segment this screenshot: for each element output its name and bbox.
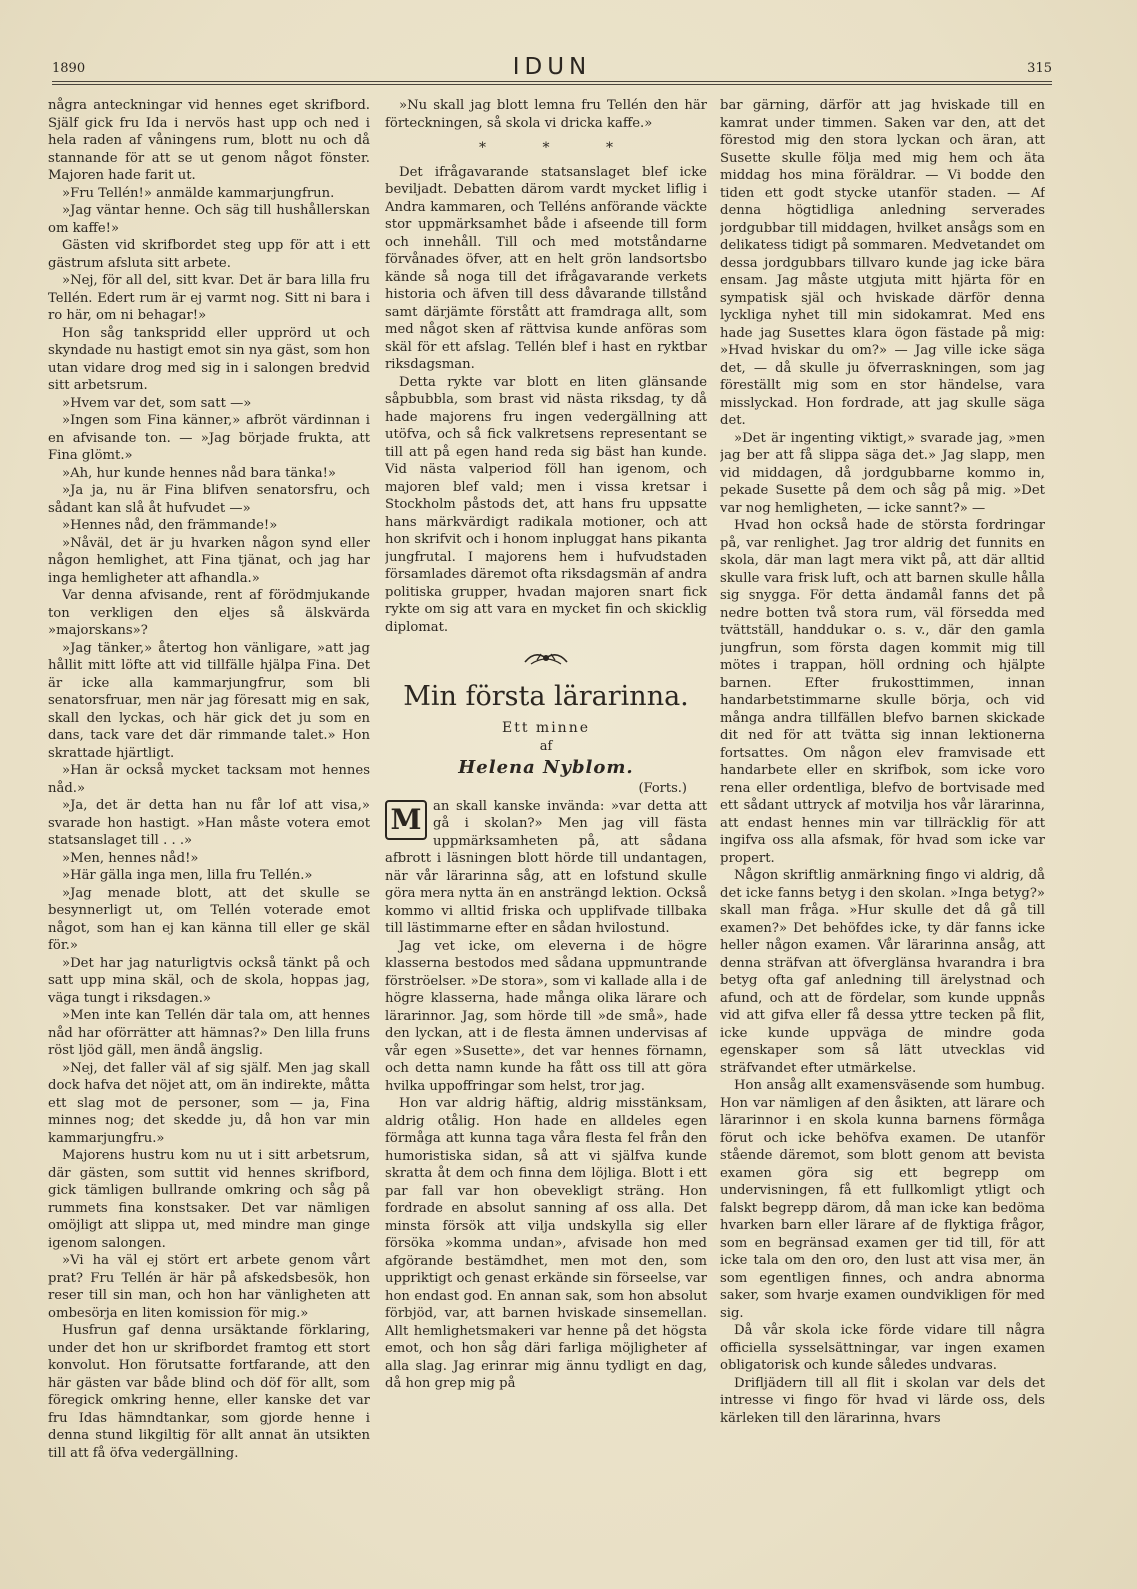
paragraph: Hvad hon också hade de största fordringar på, var renlighet. Jag tror aldrig det funnits en skola, där man lagt mera vikt på, att där alltid skulle vara frisk luft, och att barnen skulle hålla sig snygga. För detta ändamål fanns det på nedre botten två stora rum, väl försedda med tvättställ, handdukar o. s. v., där den gamla jungfrun, som första dagen kommit mig till mötes i trappan, höll ordning och hjälpte barnen. Efter frukosttimmen, innan handarbetstimmarne skulle börja, och vid många andra tillfällen blefvo barnen skickade dit ned för att tvätta sig innan lektionerna fortsattes. Om någon elev framvisade ett handarbete eller en skrifbok, som icke voro rena eller ordentliga, blefvo de bortvisade med ett sådant uttryck af motvilja hos vår lärarinna, att endast hennes min var tillräcklig för att ingifva oss alla afsmak, för hvad som icke var propert. xyxy=(720,518,1045,866)
column-1 xyxy=(48,97,370,1517)
drop-cap: M xyxy=(385,800,427,840)
ornament-icon xyxy=(385,648,707,674)
section-break-stars: * * * xyxy=(479,140,639,156)
paragraph: »Nej, för all del, sitt kvar. Det är bara lilla fru Tellén. Edert rum är ej varmt nog. Sitt ni bara i ro här, om ni behagar!» xyxy=(48,273,370,323)
article-author: Helena Nyblom. xyxy=(458,756,634,778)
paragraph: »Men, hennes nåd!» xyxy=(62,850,199,866)
paragraph: »Ja ja, nu är Fina blifven senatorsfru, och sådant kan slå åt hufvudet —» xyxy=(48,483,370,516)
paragraph: »Nu skall jag blott lemna fru Tellén den här förteckningen, så skola vi dricka kaffe.» xyxy=(385,98,707,131)
paragraph: Var denna afvisande, rent af förödmjukande ton verkligen den eljes så älskvärda »majorskans»? xyxy=(48,588,370,638)
paragraph: »Det har jag naturligtvis också tänkt på och satt upp mina skäl, och de skola, hoppas jag, väga tungt i riksdagen.» xyxy=(48,955,370,1006)
paragraph: bar gärning, därför att jag hviskade till en kamrat under timmen. Saken var den, att det förestod mig den stora lyckan och äran, att Susette skulle följa med mig hem och äta middag hos mina föräldrar. — Vi bodde den tiden ett godt stycke utanför staden. — Af denna högtidliga anledning serverades jordgubbar till middagen, hvilket ansågs som en delikatess tidigt på sommaren. Medvetandet om dessa jordgubbars tillvaro kunde jag icke bära ensam. Jag måste utgjuta mitt hjärta för en sympatisk själ och hviskade därför denna lyckliga nyhet till min sidokamrat. Med ens hade jag Susettes klara ögon fästade på mig: »Hvad hviskar du om?» — Jag ville icke säga det, — då skulle ju öfverraskningen, som jag föreställt mig som en stor händelse, vara misslyckad. Hon fordrade, att jag skulle säga det. xyxy=(720,98,1045,428)
paragraph: »Fru Tellén!» anmälde kammarjungfrun. xyxy=(62,185,335,201)
article-subtitle: Ett minne xyxy=(502,719,590,736)
paragraph: Då vår skola icke förde vidare till några officiella sysselsättningar, var ingen examen obligatorisk och kunde således undvaras. xyxy=(720,1323,1045,1373)
paragraph: Drifljädern till all flit i skolan var dels det intresse vi fingo för hvad vi lärde oss, dels kärleken till den lärarinna, hvars xyxy=(720,1375,1045,1426)
paragraph: »Det är ingenting viktigt,» svarade jag, »men jag ber att få slippa säga det.» Jag slapp, men vid middagen, då jordgubbarne kommo in, pekade Susette på dem och såg på mig. »Det var nog hemligheten, — icke sannt?» — xyxy=(720,430,1045,516)
paragraph: »Ingen som Fina känner,» afbröt värdinnan i en afvisande ton. — »Jag började frukta, att Fina glömt.» xyxy=(48,413,370,463)
paragraph: Husfrun gaf denna ursäktande förklaring, under det hon ur skrifbordet framtog ett stort konvolut. Hon förutsatte fortfarande, att den här gästen var både blind och döf för allt, som föregick omkring henne, eller kanske det var fru Idas hämndtankar, som gjorde henne i denna stund likgiltig för allt annat än utsikten till att få öfva vedergällning. xyxy=(48,1323,370,1461)
paragraph: »Här gälla inga men, lilla fru Tellén.» xyxy=(62,868,313,883)
header-rule xyxy=(52,81,1052,82)
paragraph: »Hennes nåd, den främmande!» xyxy=(62,518,278,533)
paragraph: »Hvem var det, som satt —» xyxy=(62,395,252,411)
column-2 xyxy=(385,97,707,1517)
paragraph: »Nåväl, det är ju hvarken någon synd eller någon hemlighet, att Fina tjänat, och jag har inga hemligheter att afhandla.» xyxy=(48,535,370,586)
header-rule-thin xyxy=(52,84,1052,85)
column-3 xyxy=(720,97,1045,1517)
paragraph: »Jag menade blott, att det skulle se besynnerligt ut, om Tellén voterade emot något, som han ej kan känna till eller ge skäl för.» xyxy=(48,885,370,953)
page-number: 315 xyxy=(1027,61,1052,76)
article-first-paragraph xyxy=(385,798,707,938)
paragraph: »Nej, det faller väl af sig själf. Men jag skall dock hafva det nöjet att, om än indirekte, måtta ett slag mot de personer, som — ja, Fina minnes nog; det skedde ju, då hon var min kammarjungfru.» xyxy=(48,1060,370,1146)
paragraph: Majorens hustru kom nu ut i sitt arbetsrum, där gästen, som suttit vid hennes skrifbord, gick tämligen bullrande omkring och såg på rummets fina konstsaker. Det var nämligen omöjligt att slippa ut, med mindre man ginge igenom salongen. xyxy=(48,1148,370,1251)
paragraph: Detta rykte var blott en liten glänsande såpbubbla, som brast vid nästa riksdag, ty då hade majorens fru ingen vedergällning att utöfva, och så fick valkretsens representant se till att på egen hand reda sig bäst han kunde. Vid nästa valperiod föll han igenom, och majoren blef vald; men i vissa kretsar i Stockholm påstods det, att hans fru uppsatte hans märkvärdigt radikala motioner, och att hon skrifvit och i honom inpluggat hans pikanta jungfrutal. I majorens hem i hufvudstaden församlades däremot ofta riksdagsmän af andra politiska grupper, hvadan majoren snart fick rykte om sig att vara en mycket fin och skicklig diplomat. xyxy=(385,374,707,635)
paragraph: Hon var aldrig häftig, aldrig misstänksam, aldrig otålig. Hon hade en alldeles egen förmåga att kunna taga våra flesta fel från den humoristiska sidan, så att vi själfva kunde skratta åt dem och finna dem löjliga. Blott i ett par fall var hon obevekligt sträng. Hon fordrade en absolut sanning af oss alla. Det minsta försök att vilja undskylla sig eller försöka »komma undan», afvisade hon med afgörande bestämdhet, men mot den, som uppriktigt och genast erkände sin förseelse, var hon endast god. En annan sak, som hon absolut förbjöd, var, att barnen hviskade sinsemellan. Allt hemlighetsmakeri var henne på det högsta emot, och hon såg däri farliga möjligheter af alla slag. Jag erinrar mig ännu tydligt en dag, då hon grep mig på xyxy=(385,1096,707,1391)
paragraph: Hon såg tankspridd eller upprörd ut och skyndade nu hastigt emot sin nya gäst, som hon utan vidare drog med sig in i salongen bredvid sitt arbetsrum. xyxy=(48,325,370,393)
article-title: Min första lärarinna. xyxy=(403,680,689,712)
paragraph: »Ah, hur kunde hennes nåd bara tänka!» xyxy=(62,465,336,481)
paragraph: »Vi ha väl ej stört ert arbete genom vårt prat? Fru Tellén är här på afskedsbesök, hon reser till sin man, och hon har vänligheten att ombesörja en liten komission för mig.» xyxy=(48,1253,370,1321)
paragraph: Jag vet icke, om eleverna i de högre klasserna bestodos med sådana uppmuntrande förströelser. »De stora», som vi kallade alla i de högre klasserna, hade många olika lärare och lärarinnor. Jag, som hörde till »de små», hade den lyckan, att i de flesta ämnen undervisas af vår egen »Susette», det var hennes förnamn, och detta namn kunde ha fått oss till att göra hvilka uppoffringar som helst, tror jag. xyxy=(385,938,707,1094)
journal-title: IDUN xyxy=(512,54,592,80)
paragraph: »Jag väntar henne. Och säg till hushållerskan om kaffe!» xyxy=(48,203,370,236)
paragraph: Det ifrågavarande statsanslaget blef icke beviljadt. Debatten därom vardt mycket liflig i Andra kammaren, och Telléns anförande väckte stor uppmärksamhet både i afseende till form och innehåll. Till och med motståndarne förvånades öfver, att en helt grön landsortsbo kände så noga till det ifrågavarande verkets historia och äfven till dess dåvarande tillstånd samt därjämte förstått att framdraga allt, som med något sken af rättvisa kunde anföras som skäl för ett afslag. Tellén blef i hast en ryktbar riksdagsman. xyxy=(385,164,707,372)
paragraph: Gästen vid skrifbordet steg upp för att i ett gästrum afsluta sitt arbete. xyxy=(48,238,370,271)
header-year: 1890 xyxy=(52,61,86,76)
paragraph: »Men inte kan Tellén där tala om, att hennes nåd har oförrätter att hämnas?» Den lilla fruns röst ljöd gäll, men ändå ängslig. xyxy=(48,1008,370,1058)
paragraph: Hon ansåg allt examensväsende som humbug. Hon var nämligen af den åsikten, att lärare och lärarinnor i en skola kunna barnens förmåga förut och icke behöfva examen. De utanför stående däremot, som blott genom att bevista examen göra sig ett begrepp om undervisningen, få ett fullkomligt ytligt och falskt begrepp därom, då man icke kan bedöma hvarken barn eller lärare af de flyktiga frågor, som en begränsad examen ger tid till, för att icke tala om den oro, den lust att visa mer, än som egentligen finnes, och andra abnorma saker, som hvarje examen oundvikligen för med sig. xyxy=(720,1078,1045,1321)
page-header xyxy=(52,54,1052,82)
continued-note: (Forts.) xyxy=(638,780,687,796)
paragraph: »Ja, det är detta han nu får lof att visa,» svarade hon hastigt. »Han måste votera emot statsanslaget till . . .» xyxy=(48,798,370,848)
paragraph: »Jag tänker,» återtog hon vänligare, »att jag hållit mitt löfte att vid tillfälle hjälpa Fina. Det är icke alla kammarjungfrur, som bli senatorsfruar, men när jag föresatt mig en sak, skall den lyckas, och här gick det ju som en dans, tack vare det där rimmande talet.» Hon skrattade hjärtligt. xyxy=(48,640,370,761)
paragraph: an skall kanske invända: »var detta att gå i skolan?» Men jag vill fästa uppmärksamheten på, att sådana afbrott i läsningen blott hörde till undantagen, när vår lärarinna såg, att en lofstund skulle göra mera nytta än en ansträngd lektion. Också kommo vi alltid friska och upplifvade tillbaka till lästimmarne efter en sådan hvilostund. xyxy=(385,798,707,936)
paragraph: Någon skriftlig anmärkning fingo vi aldrig, då det icke fanns betyg i den skolan. »Inga betyg?» skall man fråga. »Hur skulle det då gå till examen?» Det behöfdes icke, ty där fanns icke heller någon examen. Vår lärarinna ansåg, att denna sträfvan att öfverglänsa hvarandra i bra betyg ofta gaf anledning till ärelystnad och afund, och att de fördelar, som kunde uppnås vid att gifva eller få dessa yttre tecken på flit, icke kunde uppväga de mindre goda egenskaper som så lätt utvecklas vid sträfvandet efter utmärkelse. xyxy=(720,868,1045,1076)
paragraph: några anteckningar vid hennes eget skrifbord. Själf gick fru Ida i nervös hast upp och ned i hela raden af våningens rum, blott nu och då stannande för att se ut genom något fönster. Majoren hade farit ut. xyxy=(48,98,370,183)
article-byline-af: af xyxy=(539,738,553,754)
paragraph: »Han är också mycket tacksam mot hennes nåd.» xyxy=(48,763,370,796)
